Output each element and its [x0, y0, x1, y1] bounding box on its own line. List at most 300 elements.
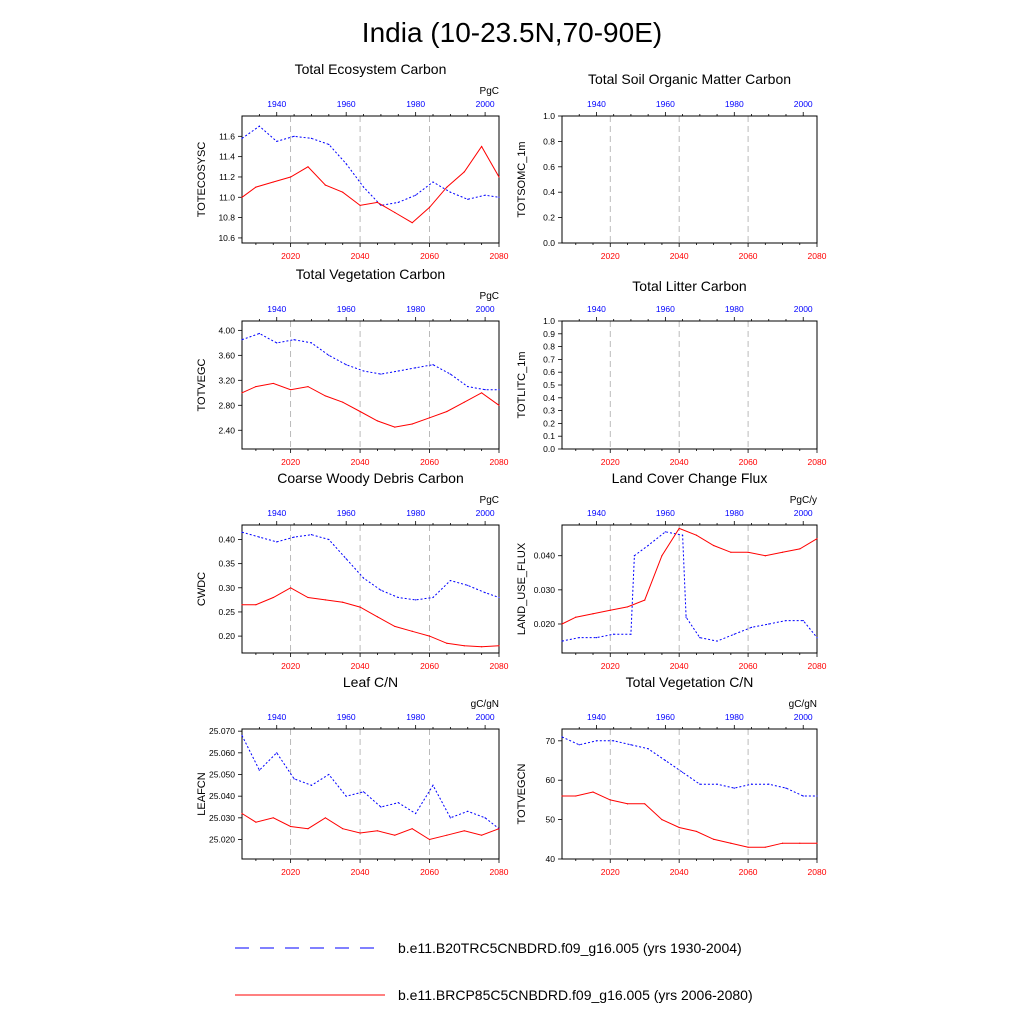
- data-point-rcp: [290, 587, 291, 588]
- data-point-rcp: [359, 411, 360, 412]
- data-point-rcp: [325, 395, 326, 396]
- x-tick-label-top: 1980: [724, 99, 744, 109]
- x-tick-label-top: 1960: [655, 508, 675, 518]
- y-axis-label: TOTECOSYSC: [196, 141, 208, 218]
- x-tick-label-bottom: 2040: [669, 867, 689, 877]
- y-tick-label: 0.6: [543, 161, 555, 172]
- x-tick-label-bottom: 2040: [669, 457, 689, 467]
- units-label: gC/gN: [470, 699, 499, 710]
- data-point-rcp: [429, 635, 430, 636]
- chart-title: Total Ecosystem Carbon: [294, 61, 447, 77]
- data-point-hist: [432, 364, 433, 365]
- x-tick-label-top: 1980: [406, 712, 426, 722]
- data-point-hist: [293, 136, 294, 137]
- series-line-rcp: [242, 588, 499, 647]
- data-point-rcp: [696, 831, 697, 832]
- data-point-hist: [682, 772, 683, 773]
- y-axis-label: LEAFCN: [196, 772, 208, 816]
- data-point-rcp: [342, 192, 343, 193]
- x-tick-label-bottom: 2040: [350, 251, 370, 261]
- data-point-hist: [241, 339, 242, 340]
- data-point-hist: [665, 760, 666, 761]
- data-point-rcp: [377, 830, 378, 831]
- y-tick-label: 0.0: [543, 444, 555, 454]
- data-point-rcp: [644, 599, 645, 600]
- y-tick-label: 0.20: [218, 631, 235, 642]
- y-tick-label: 0.30: [218, 582, 235, 593]
- data-point-hist: [328, 774, 329, 775]
- data-point-hist: [363, 791, 364, 792]
- data-point-rcp: [782, 843, 783, 844]
- units-label: PgC: [479, 291, 499, 302]
- data-point-rcp: [561, 795, 562, 796]
- data-point-rcp: [307, 828, 308, 829]
- data-point-hist: [363, 187, 364, 188]
- data-point-rcp: [342, 402, 343, 403]
- data-point-rcp: [561, 623, 562, 624]
- x-tick-label-top: 1980: [406, 508, 426, 518]
- y-tick-label: 2.40: [218, 425, 235, 436]
- x-tick-label-bottom: 2060: [738, 251, 758, 261]
- y-tick-label: 0.8: [543, 341, 555, 352]
- data-point-rcp: [464, 171, 465, 172]
- data-point-rcp: [290, 389, 291, 390]
- y-tick-label: 3.60: [218, 350, 235, 361]
- units-label: PgC/y: [789, 495, 817, 506]
- data-point-hist: [467, 811, 468, 812]
- panel-grid: [196, 61, 827, 877]
- x-tick-label-bottom: 2080: [807, 661, 827, 671]
- data-point-rcp: [713, 545, 714, 546]
- data-point-rcp: [377, 616, 378, 617]
- data-point-hist: [561, 736, 562, 737]
- y-tick-label: 0.4: [543, 187, 555, 198]
- data-point-hist: [328, 355, 329, 356]
- x-tick-label-top: 1960: [655, 304, 675, 314]
- data-point-hist: [498, 197, 499, 198]
- data-point-rcp: [255, 386, 256, 387]
- y-tick-label: 0.4: [543, 392, 555, 403]
- data-point-rcp: [446, 835, 447, 836]
- x-tick-label-top: 1960: [336, 99, 356, 109]
- plot-frame: [242, 321, 499, 449]
- chart-panel: [516, 278, 827, 467]
- data-point-rcp: [377, 202, 378, 203]
- data-point-rcp: [241, 604, 242, 605]
- y-tick-label: 70: [545, 735, 555, 746]
- series-line-rcp: [242, 814, 499, 840]
- data-point-rcp: [429, 417, 430, 418]
- data-point-hist: [346, 558, 347, 559]
- data-point-rcp: [359, 205, 360, 206]
- data-point-rcp: [394, 626, 395, 627]
- x-tick-label-top: 1940: [267, 508, 287, 518]
- y-tick-label: 0.040: [533, 550, 555, 561]
- x-tick-label-top: 1980: [724, 304, 744, 314]
- y-tick-label: 3.20: [218, 375, 235, 386]
- data-point-rcp: [799, 843, 800, 844]
- data-point-hist: [630, 744, 631, 745]
- data-point-hist: [276, 342, 277, 343]
- data-point-rcp: [255, 822, 256, 823]
- data-point-rcp: [359, 832, 360, 833]
- data-point-hist: [498, 389, 499, 390]
- chart-title: Total Soil Organic Matter Carbon: [587, 71, 792, 87]
- data-point-rcp: [241, 392, 242, 393]
- data-point-hist: [751, 627, 752, 628]
- y-tick-label: 11.0: [219, 192, 235, 203]
- data-point-hist: [648, 545, 649, 546]
- data-point-hist: [803, 795, 804, 796]
- y-tick-label: 25.040: [209, 791, 235, 802]
- data-point-hist: [816, 795, 817, 796]
- data-point-hist: [311, 534, 312, 535]
- x-tick-label-bottom: 2080: [489, 251, 509, 261]
- data-point-hist: [768, 784, 769, 785]
- data-point-rcp: [290, 826, 291, 827]
- data-point-hist: [467, 585, 468, 586]
- data-point-rcp: [661, 819, 662, 820]
- data-point-rcp: [661, 555, 662, 556]
- data-point-rcp: [498, 828, 499, 829]
- y-tick-label: 11.2: [219, 171, 235, 182]
- data-point-hist: [450, 373, 451, 374]
- data-point-hist: [485, 389, 486, 390]
- y-tick-label: 0.9: [543, 328, 555, 339]
- x-tick-label-top: 1940: [586, 99, 606, 109]
- data-point-hist: [561, 640, 562, 641]
- data-point-hist: [293, 778, 294, 779]
- data-point-hist: [259, 770, 260, 771]
- y-tick-label: 0.7: [543, 354, 555, 365]
- data-point-rcp: [464, 645, 465, 646]
- y-tick-label: 25.060: [209, 747, 235, 758]
- data-point-hist: [596, 637, 597, 638]
- data-point-hist: [485, 195, 486, 196]
- data-point-hist: [432, 181, 433, 182]
- y-tick-label: 60: [545, 775, 555, 786]
- data-point-rcp: [679, 827, 680, 828]
- data-point-hist: [613, 740, 614, 741]
- y-tick-label: 0.5: [543, 380, 555, 390]
- data-point-hist: [293, 536, 294, 537]
- series-line-rcp: [562, 528, 817, 624]
- data-point-hist: [432, 597, 433, 598]
- y-tick-label: 40: [545, 854, 555, 864]
- series-line-hist: [242, 532, 499, 600]
- x-tick-label-bottom: 2040: [669, 251, 689, 261]
- data-point-hist: [415, 195, 416, 196]
- y-tick-label: 25.020: [209, 834, 235, 845]
- x-tick-label-bottom: 2020: [600, 867, 620, 877]
- data-point-rcp: [273, 181, 274, 182]
- data-point-hist: [276, 541, 277, 542]
- chart-panel: [516, 71, 827, 261]
- y-tick-label: 0.6: [543, 367, 555, 378]
- y-tick-label: 0.020: [533, 618, 555, 629]
- x-tick-label-top: 1940: [586, 304, 606, 314]
- data-point-rcp: [481, 392, 482, 393]
- data-point-rcp: [610, 610, 611, 611]
- data-point-rcp: [342, 828, 343, 829]
- data-point-rcp: [498, 405, 499, 406]
- x-tick-label-bottom: 2040: [350, 661, 370, 671]
- x-tick-label-top: 2000: [793, 99, 813, 109]
- data-point-rcp: [325, 817, 326, 818]
- series-line-hist: [242, 736, 499, 829]
- data-point-rcp: [627, 803, 628, 804]
- plot-frame: [562, 321, 817, 449]
- data-point-rcp: [713, 839, 714, 840]
- y-tick-label: 0.3: [543, 405, 555, 416]
- y-tick-label: 2.80: [218, 400, 235, 411]
- chart-panel: [196, 470, 509, 671]
- data-point-rcp: [307, 166, 308, 167]
- y-tick-label: 0.030: [533, 584, 555, 595]
- data-point-rcp: [498, 645, 499, 646]
- x-tick-label-bottom: 2080: [807, 457, 827, 467]
- data-point-rcp: [627, 606, 628, 607]
- data-point-rcp: [273, 383, 274, 384]
- data-point-rcp: [816, 843, 817, 844]
- figure-title: India (10-23.5N,70-90E): [361, 17, 663, 48]
- x-tick-label-bottom: 2080: [489, 661, 509, 671]
- data-point-hist: [380, 806, 381, 807]
- data-point-hist: [685, 617, 686, 618]
- chart-panel: [196, 61, 509, 261]
- y-tick-label: 11.6: [219, 131, 235, 142]
- x-tick-label-bottom: 2020: [281, 457, 301, 467]
- data-point-rcp: [464, 402, 465, 403]
- y-tick-label: 11.4: [219, 151, 235, 162]
- y-axis-label: TOTLITC_1m: [516, 351, 528, 419]
- data-point-rcp: [290, 176, 291, 177]
- chart-title: Total Vegetation Carbon: [295, 266, 446, 282]
- plot-frame: [562, 525, 817, 653]
- x-tick-label-top: 1940: [267, 99, 287, 109]
- x-tick-label-bottom: 2020: [281, 867, 301, 877]
- y-tick-label: 0.40: [218, 534, 235, 545]
- data-point-rcp: [255, 187, 256, 188]
- x-tick-label-bottom: 2020: [281, 661, 301, 671]
- x-tick-label-top: 1960: [655, 712, 675, 722]
- chart-panel: [516, 470, 827, 671]
- y-tick-label: 0.35: [218, 558, 235, 569]
- data-point-rcp: [782, 552, 783, 553]
- data-point-hist: [241, 735, 242, 736]
- data-point-rcp: [394, 835, 395, 836]
- y-tick-label: 0.0: [543, 238, 555, 248]
- y-tick-label: 1.0: [543, 111, 555, 121]
- y-tick-label: 10.6: [218, 232, 235, 243]
- y-tick-label: 50: [545, 814, 555, 825]
- x-tick-label-bottom: 2060: [738, 457, 758, 467]
- data-point-hist: [363, 370, 364, 371]
- data-point-hist: [328, 144, 329, 145]
- data-point-rcp: [730, 552, 731, 553]
- y-tick-label: 0.25: [218, 606, 235, 617]
- data-point-hist: [768, 623, 769, 624]
- data-point-hist: [346, 796, 347, 797]
- series-line-rcp: [242, 383, 499, 427]
- y-tick-label: 10.8: [218, 212, 235, 223]
- x-tick-label-top: 1940: [267, 304, 287, 314]
- x-tick-label-bottom: 2040: [350, 867, 370, 877]
- series-line-hist: [242, 334, 499, 390]
- x-tick-label-top: 1960: [336, 712, 356, 722]
- x-tick-label-bottom: 2020: [600, 457, 620, 467]
- legend: [235, 940, 753, 1003]
- plot-frame: [562, 116, 817, 243]
- data-point-rcp: [575, 617, 576, 618]
- data-point-hist: [380, 373, 381, 374]
- x-tick-label-bottom: 2020: [600, 661, 620, 671]
- data-point-hist: [276, 141, 277, 142]
- x-tick-label-bottom: 2040: [350, 457, 370, 467]
- x-tick-label-top: 1980: [724, 712, 744, 722]
- data-point-hist: [415, 367, 416, 368]
- plot-frame: [242, 525, 499, 653]
- chart-title: Land Cover Change Flux: [611, 470, 768, 486]
- x-tick-label-top: 1980: [724, 508, 744, 518]
- x-tick-label-top: 1980: [406, 99, 426, 109]
- data-point-hist: [699, 784, 700, 785]
- series-line-hist: [562, 737, 817, 796]
- x-tick-label-top: 2000: [793, 304, 813, 314]
- data-point-rcp: [747, 847, 748, 848]
- series-line-hist: [562, 532, 817, 641]
- y-tick-label: 0.1: [543, 431, 555, 442]
- data-point-hist: [450, 817, 451, 818]
- data-point-rcp: [241, 197, 242, 198]
- data-point-hist: [785, 787, 786, 788]
- y-axis-label: CWDC: [196, 571, 208, 607]
- chart-title: Total Litter Carbon: [632, 278, 747, 294]
- data-point-hist: [803, 620, 804, 621]
- x-tick-label-top: 2000: [793, 712, 813, 722]
- chart-title: Total Vegetation C/N: [625, 674, 754, 690]
- x-tick-label-top: 1960: [336, 304, 356, 314]
- legend-label-rcp: b.e11.BRCP85C5CNBDRD.f09_g16.005 (yrs 2006-2080): [398, 987, 753, 1003]
- data-point-hist: [716, 784, 717, 785]
- data-point-hist: [346, 163, 347, 164]
- y-tick-label: 25.050: [209, 769, 235, 780]
- plot-frame: [242, 729, 499, 859]
- data-point-hist: [450, 580, 451, 581]
- data-point-hist: [596, 740, 597, 741]
- chart-panel: [516, 674, 827, 877]
- data-point-hist: [467, 386, 468, 387]
- data-point-rcp: [644, 803, 645, 804]
- data-point-rcp: [464, 830, 465, 831]
- y-tick-label: 4.00: [218, 325, 235, 336]
- data-point-rcp: [273, 597, 274, 598]
- chart-panel: [196, 674, 509, 877]
- series-line-rcp: [562, 792, 817, 847]
- data-point-hist: [648, 748, 649, 749]
- data-point-hist: [311, 342, 312, 343]
- data-point-rcp: [429, 839, 430, 840]
- y-tick-label: 0.8: [543, 136, 555, 147]
- data-point-hist: [579, 744, 580, 745]
- x-tick-label-top: 2000: [475, 508, 495, 518]
- data-point-rcp: [255, 604, 256, 605]
- y-tick-label: 25.030: [209, 812, 235, 823]
- x-tick-label-bottom: 2080: [807, 867, 827, 877]
- units-label: gC/gN: [788, 699, 817, 710]
- x-tick-label-top: 1980: [406, 304, 426, 314]
- data-point-rcp: [765, 555, 766, 556]
- data-point-rcp: [394, 212, 395, 213]
- x-tick-label-bottom: 2080: [807, 251, 827, 261]
- x-tick-label-bottom: 2060: [738, 867, 758, 877]
- data-point-rcp: [679, 528, 680, 529]
- data-point-hist: [398, 597, 399, 598]
- x-tick-label-top: 1960: [336, 508, 356, 518]
- data-point-rcp: [412, 828, 413, 829]
- plot-frame: [562, 729, 817, 859]
- chart-title: Coarse Woody Debris Carbon: [277, 470, 464, 486]
- series-line-hist: [242, 126, 499, 205]
- x-tick-label-top: 2000: [475, 304, 495, 314]
- data-point-hist: [716, 640, 717, 641]
- data-point-rcp: [816, 538, 817, 539]
- y-tick-label: 0.2: [543, 212, 555, 223]
- x-tick-label-top: 2000: [475, 99, 495, 109]
- data-point-hist: [380, 590, 381, 591]
- y-axis-label: TOTVEGCN: [516, 763, 528, 825]
- data-point-rcp: [481, 646, 482, 647]
- data-point-rcp: [394, 427, 395, 428]
- x-tick-label-bottom: 2060: [420, 867, 440, 877]
- data-point-hist: [665, 531, 666, 532]
- x-tick-label-top: 2000: [793, 508, 813, 518]
- data-point-hist: [346, 364, 347, 365]
- chart-title: Leaf C/N: [342, 674, 399, 690]
- data-point-rcp: [481, 146, 482, 147]
- data-point-rcp: [241, 813, 242, 814]
- data-point-hist: [734, 787, 735, 788]
- legend-label-hist: b.e11.B20TRC5CNBDRD.f09_g16.005 (yrs 1930-2004): [398, 940, 742, 956]
- data-point-hist: [259, 126, 260, 127]
- data-point-rcp: [747, 552, 748, 553]
- data-point-hist: [467, 199, 468, 200]
- data-point-hist: [699, 637, 700, 638]
- data-point-rcp: [446, 411, 447, 412]
- data-point-rcp: [412, 423, 413, 424]
- data-point-rcp: [325, 599, 326, 600]
- data-point-hist: [398, 370, 399, 371]
- y-tick-label: 0.2: [543, 418, 555, 429]
- data-point-hist: [485, 817, 486, 818]
- x-tick-label-bottom: 2060: [420, 251, 440, 261]
- data-point-rcp: [481, 835, 482, 836]
- data-point-hist: [485, 592, 486, 593]
- x-tick-label-bottom: 2080: [489, 867, 509, 877]
- data-point-hist: [613, 634, 614, 635]
- data-point-rcp: [377, 420, 378, 421]
- x-tick-label-top: 1940: [586, 508, 606, 518]
- x-tick-label-top: 1960: [655, 99, 675, 109]
- data-point-hist: [241, 138, 242, 139]
- data-point-rcp: [592, 791, 593, 792]
- data-point-hist: [259, 536, 260, 537]
- data-point-rcp: [730, 843, 731, 844]
- y-axis-label: TOTVEGC: [196, 358, 208, 412]
- series-line-rcp: [242, 147, 499, 223]
- data-point-rcp: [696, 535, 697, 536]
- x-tick-label-top: 2000: [475, 712, 495, 722]
